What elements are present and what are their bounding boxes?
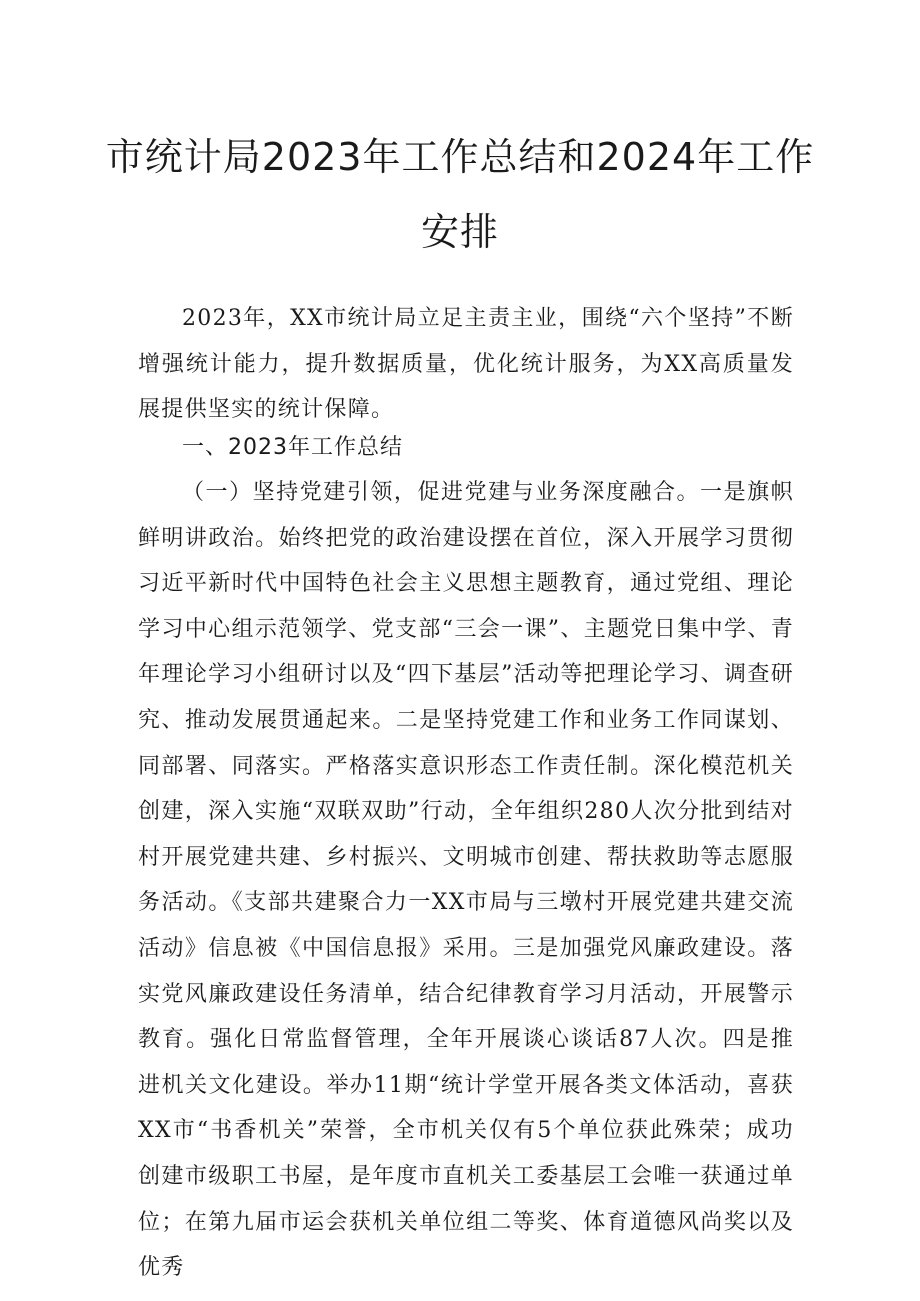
body-paragraph: （一）坚持党建引领，促进党建与业务深度融合。一是旗帜鲜明讲政治。始终把党的政治建设摆在首位，深入开展学习贯彻习近平新时代中国特色社会主义思想主题教育，通过党组、理论学习中心组示范领学、党支部“三会一课”、主题党日集中学、青年理论学习小组研讨以及“四下基层”活动等把理论学习、调查研究、推动发展贯通起来。二是坚持党建工作和业务工作同谋划、同部署、同落实。严格落实意识形态工作责任制。深化模范机关创建，深入实施“双联双助”行动，全年组织280人次分批到结对村开展党建共建、乡村振兴、文明城市创建、帮扶救助等志愿服务活动。《支部共建聚合力一XX市局与三墩村开展党建共建交流活动》信息被《中国信息报》采用。三是加强党风廉政建设。落实党风廉政建设任务清单，结合纪律教育学习月活动，开展警示教育。强化日常监督管理，全年开展谈心谈话87人次。四是推进机关文化建设。举办11期“统计学堂开展各类文体活动，喜获XX市“书香机关”荣誉，全市机关仅有5个单位获此殊荣；成功创建市级职工书屋，是年度市直机关工委基层工会唯一获通过单位；在第九届市运会获机关单位组二等奖、体育道德风尚奖以及优秀 — [138, 480, 794, 1281]
document-title-line-2: 安排 — [420, 210, 499, 254]
intro-paragraph: 2023年，XX市统计局立足主责主业，围绕“六个坚持”不断增强统计能力，提升数据质量，优化统计服务，为XX高质量发展提供坚实的统计保障。 — [138, 306, 794, 423]
document-title-line-1: 市统计局2023年工作总结和2024年工作 — [105, 135, 815, 179]
section-heading: 一、2023年工作总结 — [182, 435, 403, 460]
